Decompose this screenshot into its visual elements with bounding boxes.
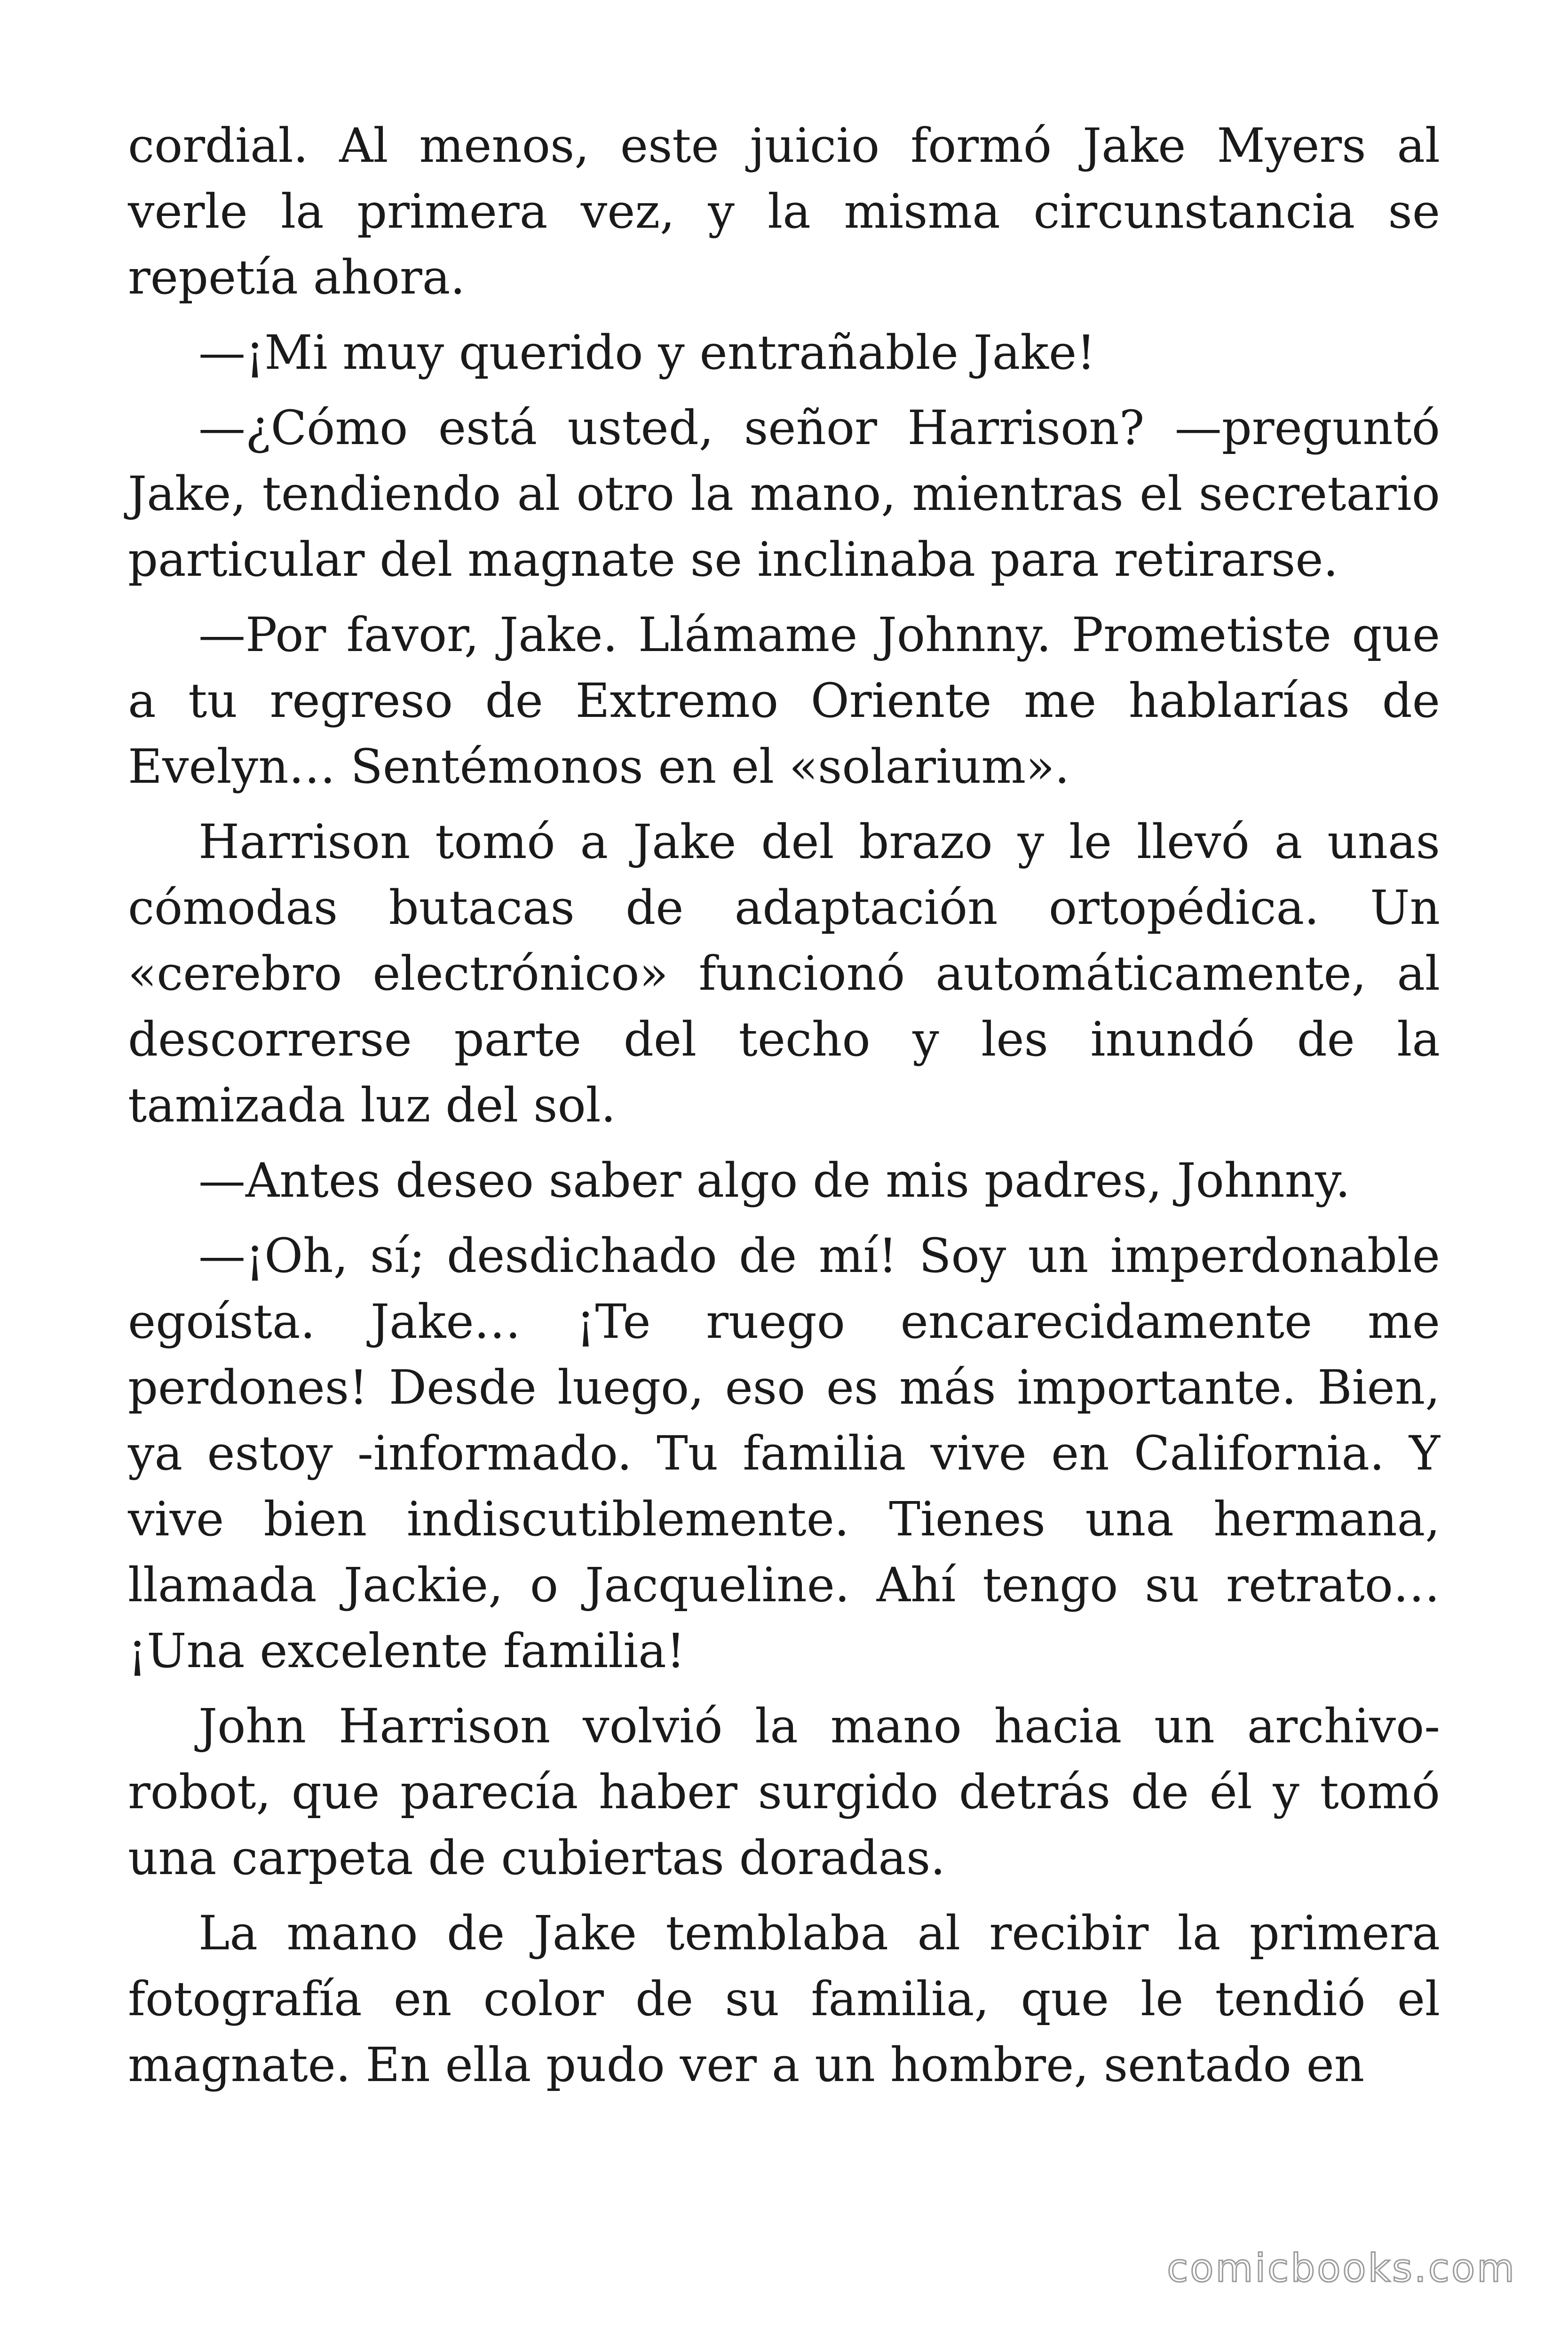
paragraph: —¡Mi muy querido y entrañable Jake! xyxy=(198,325,1096,380)
paragraph: Harrison tomó a Jake del brazo y le llevó a unas cómodas butacas de adaptación ortopédica. Un «cerebro electrónico» funcionó automáticamente, al descorrerse parte del techo y les inundó de la tamizada luz del sol. xyxy=(128,814,1440,1133)
paragraph: John Harrison volvió la mano hacia un archivo-robot, que parecía haber surgido detrás de él y tomó una carpeta de cubiertas doradas. xyxy=(128,1699,1440,1885)
paragraph: —¡Oh, sí; desdichado de mí! Soy un imperdonable egoísta. Jake… ¡Te ruego encarecidamente me perdones! Desde luego, eso es más importante. Bien, ya estoy -informado. Tu familia vive en California. Y vive bien indiscutiblemente. Tienes una hermana, llamada Jackie, o Jacqueline. Ahí tengo su retrato… ¡Una excelente familia! xyxy=(128,1228,1440,1678)
watermark: comicbooks.com xyxy=(1167,2246,1516,2291)
paragraph: —Antes deseo saber algo de mis padres, Johnny. xyxy=(198,1153,1351,1208)
paragraph: —¿Cómo está usted, señor Harrison? —preguntó Jake, tendiendo al otro la mano, mientras el secretario particular del magnate se inclinaba para retirarse. xyxy=(128,400,1440,587)
paragraph: cordial. Al menos, este juicio formó Jake Myers al verle la primera vez, y la misma circunstancia se repetía ahora. xyxy=(128,118,1440,305)
body-text xyxy=(128,113,1440,2107)
paragraph: —Por favor, Jake. Llámame Johnny. Prometiste que a tu regreso de Extremo Oriente me hablarías de Evelyn… Sentémonos en el «solarium». xyxy=(128,607,1440,794)
paragraph: La mano de Jake temblaba al recibir la primera fotografía en color de su familia, que le tendió el magnate. En ella pudo ver a un hombre, sentado en xyxy=(128,1906,1440,2092)
